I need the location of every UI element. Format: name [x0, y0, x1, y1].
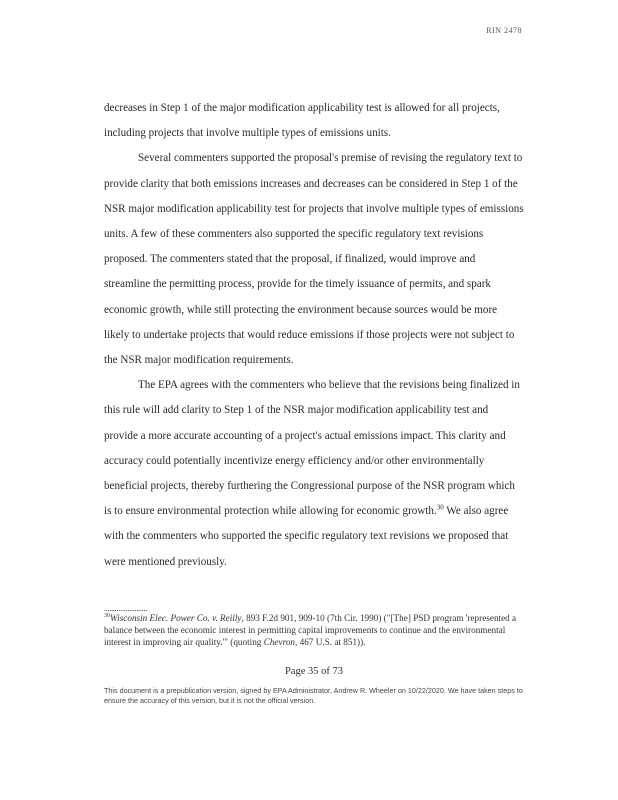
footnote-cite-name: Chevron — [263, 636, 296, 647]
footnote-cite-rest: , 467 U.S. at 851)). — [295, 636, 366, 647]
footnote-text: , 893 F.2d 901, 909-10 (7th Cir. 1990) ("[The] PSD program 'represented a balance between the economic interest in permitting capital improvements to continue and the environmental interest in improving air quality.'" (quoting — [104, 613, 517, 647]
paragraph-3-text-after: We also agree with the commenters who supported the specific regulatory text revisions we proposed that were mentioned previously. — [104, 505, 509, 568]
paragraph-1: decreases in Step 1 of the major modification applicability test is allowed for all projects, including projects that involve multiple types of emissions units. — [104, 102, 500, 140]
disclaimer: This document is a prepublication version, signed by EPA Administrator, Andrew R. Wheeler on 10/22/2020. We have taken steps to ensure the accuracy of this version, but it is not the official version. — [104, 686, 523, 705]
footnote-separator: …………………… — [104, 604, 148, 614]
page-number: Page 35 of 73 — [284, 666, 344, 677]
paragraph-3-text: The EPA agrees with the commenters who believe that the revisions being finalized in this rule will add clarity to Step 1 of the NSR major modification applicability test and provide a more accurate accounting of a project's actual emissions impact. This clarity and accuracy could potentially incentivize energy efficiency and/or other environmentally beneficial projects, thereby furthering the Congressional purpose of the NSR program which is to ensure environmental protection while allowing for economic growth. — [104, 379, 520, 518]
paragraph-2: Several commenters supported the proposal's premise of revising the regulatory text to provide clarity that both emissions increases and decreases can be considered in Step 1 of the NSR major modification applicability test for projects that involve multiple types of emissions units. A few of these commenters also supported the specific regulatory text revisions proposed. The commenters stated that the proposal, if finalized, would improve and streamline the permitting process, provide for the timely issuance of permits, and spark economic growth, while still protecting the environment because sources would be more likely to undertake projects that would reduce emissions if those projects were not subject to the NSR major modification requirements. — [104, 152, 524, 367]
body-text — [104, 96, 524, 575]
footnote-case-name: Wisconsin Elec. Power Co. v. Reilly — [110, 613, 242, 623]
footnote-reference[interactable]: 30 — [436, 503, 444, 512]
footnote-number: 30 — [104, 612, 110, 619]
paragraph-3 — [104, 373, 524, 575]
footnote — [104, 613, 532, 648]
document-id: RIN 2478 — [486, 26, 522, 35]
